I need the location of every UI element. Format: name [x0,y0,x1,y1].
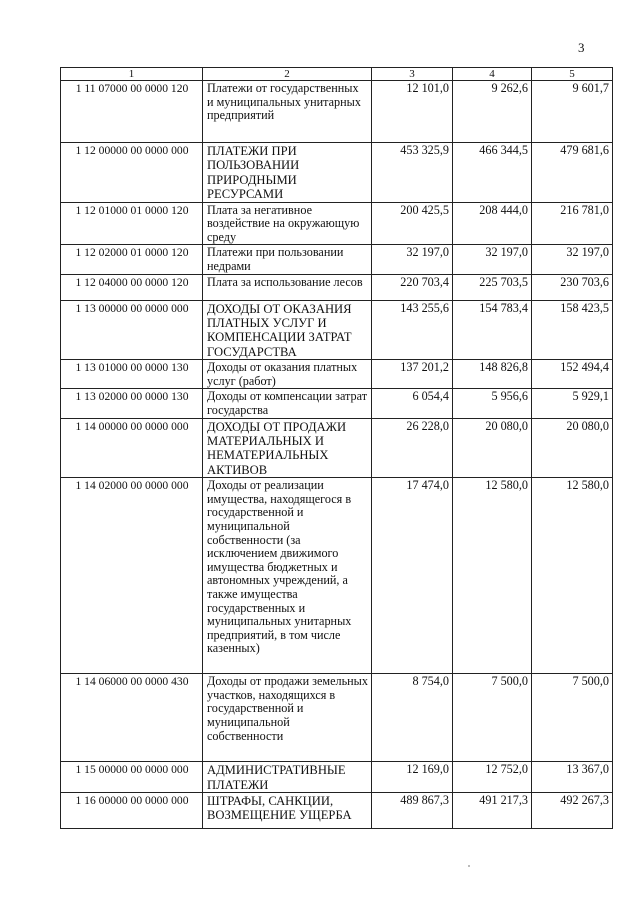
scan-artifact [468,865,470,867]
name-cell: Доходы от продажи земельных участков, находящихся в государственной и муниципальной собственности [203,674,372,762]
name-cell: ДОХОДЫ ОТ ОКАЗАНИЯ ПЛАТНЫХ УСЛУГ И КОМПЕНСАЦИИ ЗАТРАТ ГОСУДАРСТВА [203,300,372,360]
revenue-table-body [61,68,613,829]
table-row [61,360,613,389]
value-2026-cell: 479 681,6 [532,143,613,203]
name-cell: АДМИНИСТРАТИВНЫЕ ПЛАТЕЖИ [203,762,372,793]
value-2025-cell: 208 444,0 [453,202,532,245]
value-2025-cell: 154 783,4 [453,300,532,360]
value-2026-cell: 13 367,0 [532,762,613,793]
column-number-header [61,68,613,81]
page-number: 3 [578,40,585,55]
value-2025-cell: 32 197,0 [453,245,532,274]
table-row [61,81,613,143]
table-row [61,389,613,418]
value-2024-cell: 12 169,0 [372,762,453,793]
value-2024-cell: 32 197,0 [372,245,453,274]
header-cell-5: 5 [532,68,613,81]
header-cell-4: 4 [453,68,532,81]
value-2024-cell: 137 201,2 [372,360,453,389]
name-cell: Доходы от оказания платных услуг (работ) [203,360,372,389]
header-cell-2: 2 [203,68,372,81]
value-2025-cell: 20 080,0 [453,418,532,478]
value-2024-cell: 200 425,5 [372,202,453,245]
name-cell: Плата за негативное воздействие на окружающую среду [203,202,372,245]
code-cell: 1 12 00000 00 0000 000 [61,143,203,203]
value-2026-cell: 230 703,6 [532,274,613,300]
code-cell: 1 12 01000 01 0000 120 [61,202,203,245]
value-2026-cell: 20 080,0 [532,418,613,478]
table-row [61,793,613,829]
table-row [61,202,613,245]
value-2024-cell: 8 754,0 [372,674,453,762]
code-cell: 1 14 06000 00 0000 430 [61,674,203,762]
table-row [61,274,613,300]
code-cell: 1 13 00000 00 0000 000 [61,300,203,360]
name-cell: ДОХОДЫ ОТ ПРОДАЖИ МАТЕРИАЛЬНЫХ И НЕМАТЕРИАЛЬНЫХ АКТИВОВ [203,418,372,478]
value-2025-cell: 5 956,6 [453,389,532,418]
code-cell: 1 14 02000 00 0000 000 [61,478,203,674]
name-cell: Платежи при пользовании недрами [203,245,372,274]
value-2025-cell: 7 500,0 [453,674,532,762]
value-2025-cell: 466 344,5 [453,143,532,203]
header-cell-1: 1 [61,68,203,81]
code-cell: 1 12 02000 01 0000 120 [61,245,203,274]
table-row [61,674,613,762]
table-row [61,300,613,360]
value-2026-cell: 216 781,0 [532,202,613,245]
table-row [61,418,613,478]
name-cell: ШТРАФЫ, САНКЦИИ, ВОЗМЕЩЕНИЕ УЩЕРБА [203,793,372,829]
value-2026-cell: 152 494,4 [532,360,613,389]
code-cell: 1 15 00000 00 0000 000 [61,762,203,793]
value-2025-cell: 12 752,0 [453,762,532,793]
code-cell: 1 16 00000 00 0000 000 [61,793,203,829]
value-2026-cell: 158 423,5 [532,300,613,360]
value-2026-cell: 5 929,1 [532,389,613,418]
value-2025-cell: 12 580,0 [453,478,532,674]
value-2026-cell: 9 601,7 [532,81,613,143]
name-cell: ПЛАТЕЖИ ПРИ ПОЛЬЗОВАНИИ ПРИРОДНЫМИ РЕСУРСАМИ [203,143,372,203]
value-2024-cell: 453 325,9 [372,143,453,203]
table-row [61,143,613,203]
table-row [61,245,613,274]
code-cell: 1 14 00000 00 0000 000 [61,418,203,478]
value-2025-cell: 225 703,5 [453,274,532,300]
value-2025-cell: 491 217,3 [453,793,532,829]
value-2024-cell: 12 101,0 [372,81,453,143]
code-cell: 1 12 04000 00 0000 120 [61,274,203,300]
value-2026-cell: 32 197,0 [532,245,613,274]
name-cell: Доходы от реализации имущества, находящегося в государственной и муниципальной собственности (за исключением движимого имущества бюджетных и автономных учреждений, а также имущества государственных и муниципальных унитарных предприятий, в том числе казенных) [203,478,372,674]
name-cell: Доходы от компенсации затрат государства [203,389,372,418]
code-cell: 1 11 07000 00 0000 120 [61,81,203,143]
value-2026-cell: 492 267,3 [532,793,613,829]
code-cell: 1 13 01000 00 0000 130 [61,360,203,389]
value-2024-cell: 143 255,6 [372,300,453,360]
code-cell: 1 13 02000 00 0000 130 [61,389,203,418]
revenue-table [60,67,613,829]
table-row [61,478,613,674]
value-2025-cell: 9 262,6 [453,81,532,143]
value-2024-cell: 220 703,4 [372,274,453,300]
name-cell: Платежи от государственных и муниципальных унитарных предприятий [203,81,372,143]
value-2024-cell: 489 867,3 [372,793,453,829]
value-2024-cell: 17 474,0 [372,478,453,674]
value-2024-cell: 6 054,4 [372,389,453,418]
header-cell-3: 3 [372,68,453,81]
table-row [61,762,613,793]
value-2026-cell: 12 580,0 [532,478,613,674]
value-2025-cell: 148 826,8 [453,360,532,389]
value-2026-cell: 7 500,0 [532,674,613,762]
name-cell: Плата за использование лесов [203,274,372,300]
value-2024-cell: 26 228,0 [372,418,453,478]
